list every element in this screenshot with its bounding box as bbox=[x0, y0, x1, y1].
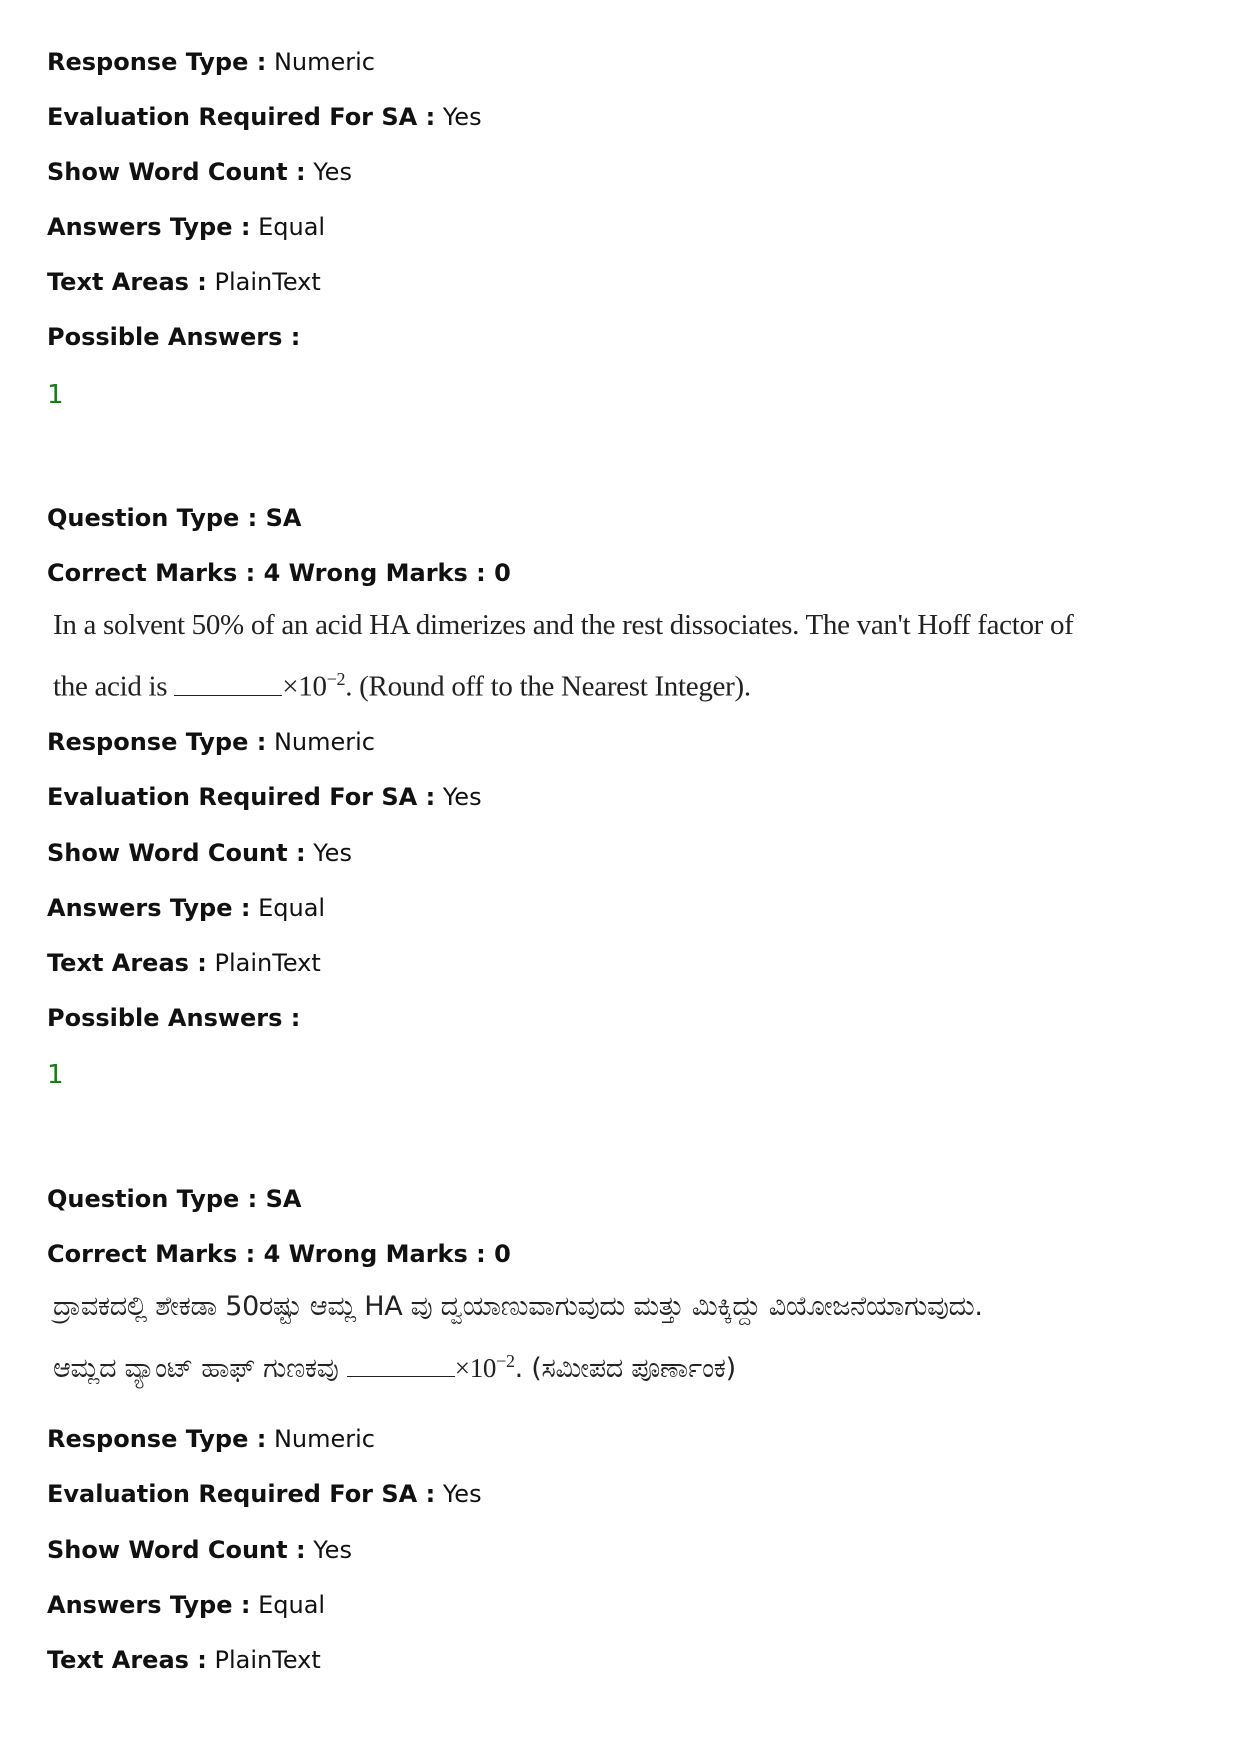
field-value: Yes bbox=[442, 783, 482, 811]
field-key: Response Type : bbox=[47, 1425, 267, 1453]
evaluation-row bbox=[47, 782, 482, 812]
field-key: Show Word Count : bbox=[47, 1536, 306, 1564]
text-areas-row bbox=[47, 1645, 321, 1675]
field-value: Equal bbox=[258, 213, 326, 241]
possible-answers-row bbox=[47, 1003, 300, 1033]
field-value: PlainText bbox=[214, 268, 321, 296]
question-line-1: In a solvent 50% of an acid HA dimerizes and the rest dissociates. The van't Hoff factor of bbox=[53, 609, 1074, 641]
question-exponent: −2 bbox=[326, 669, 346, 689]
field-key: Text Areas : bbox=[47, 949, 207, 977]
word-count-row bbox=[47, 157, 352, 187]
word-count-row bbox=[47, 838, 352, 868]
field-value: Yes bbox=[313, 158, 352, 186]
field-value: Equal bbox=[258, 1591, 326, 1619]
possible-answer-value: 1 bbox=[47, 1060, 64, 1090]
field-key: Answers Type : bbox=[47, 1591, 251, 1619]
field-value: Yes bbox=[313, 1536, 352, 1564]
word-count-row bbox=[47, 1535, 352, 1565]
field-value: Yes bbox=[442, 103, 482, 131]
question-line-2 bbox=[53, 1334, 983, 1396]
question-type: Question Type : SA bbox=[47, 1185, 302, 1213]
text-areas-row bbox=[47, 948, 321, 978]
field-key: Evaluation Required For SA : bbox=[47, 103, 436, 131]
field-value: Yes bbox=[442, 1480, 482, 1508]
field-key: Answers Type : bbox=[47, 894, 251, 922]
field-key: Evaluation Required For SA : bbox=[47, 1480, 436, 1508]
answers-type-row bbox=[47, 212, 325, 242]
field-key: Text Areas : bbox=[47, 268, 207, 296]
field-key: Response Type : bbox=[47, 48, 267, 76]
field-value: PlainText bbox=[214, 1646, 321, 1674]
field-value: Equal bbox=[258, 894, 326, 922]
answer-blank bbox=[174, 673, 282, 696]
question-text-image bbox=[53, 1280, 983, 1396]
question-text-image bbox=[53, 598, 1074, 714]
field-key: Show Word Count : bbox=[47, 839, 306, 867]
text-areas-row bbox=[47, 267, 321, 297]
question-line-2-end: . (Round off to the Nearest Integer). bbox=[345, 670, 751, 703]
question-line-2-start: ಆಮ್ಲದ ವ್ಯಾಂಟ್ ಹಾಫ್ ಗುಣಕವು bbox=[53, 1353, 339, 1384]
question-multiplier: ×10 bbox=[282, 670, 327, 703]
response-type-row bbox=[47, 1424, 375, 1454]
field-value: Numeric bbox=[273, 48, 375, 76]
field-key: Possible Answers : bbox=[47, 1004, 301, 1032]
question-multiplier: ×10 bbox=[454, 1353, 497, 1383]
question-line-1: ದ್ರಾವಕದಲ್ಲಿ ಶೇಕಡಾ 50ರಷ್ಟು ಆಮ್ಲ HA ವು ದ್ವಯಾಣುವಾಗುವುದು ಮತ್ತು ಮಿಕ್ಕಿದ್ದು ವಿಯೋಜನೆಯಾಗುವುದು. bbox=[53, 1291, 983, 1322]
field-value: Yes bbox=[313, 839, 352, 867]
field-key: Response Type : bbox=[47, 728, 267, 756]
field-key: Text Areas : bbox=[47, 1646, 207, 1674]
possible-answer-value: 1 bbox=[47, 380, 64, 410]
field-key: Show Word Count : bbox=[47, 158, 306, 186]
answers-type-row bbox=[47, 893, 325, 923]
field-value: Numeric bbox=[273, 728, 375, 756]
field-key: Evaluation Required For SA : bbox=[47, 783, 436, 811]
evaluation-row bbox=[47, 102, 482, 132]
field-key: Answers Type : bbox=[47, 213, 251, 241]
question-line-2-start: the acid is bbox=[53, 670, 168, 703]
field-key: Possible Answers : bbox=[47, 323, 301, 351]
question-line-2 bbox=[53, 652, 1074, 714]
question-exponent: −2 bbox=[496, 1351, 515, 1371]
question-type: Question Type : SA bbox=[47, 504, 302, 532]
answers-type-row bbox=[47, 1590, 325, 1620]
marks-line: Correct Marks : 4 Wrong Marks : 0 bbox=[47, 559, 511, 587]
response-type-row bbox=[47, 727, 375, 757]
possible-answers-row bbox=[47, 322, 300, 352]
question-line-2-end: . (ಸಮೀಪದ ಪೂರ್ಣಾಂಕ) bbox=[514, 1353, 736, 1384]
response-type-row bbox=[47, 47, 375, 77]
evaluation-row bbox=[47, 1479, 482, 1509]
answer-blank bbox=[347, 1354, 455, 1377]
field-value: Numeric bbox=[273, 1425, 375, 1453]
field-value: PlainText bbox=[214, 949, 321, 977]
marks-line: Correct Marks : 4 Wrong Marks : 0 bbox=[47, 1240, 511, 1268]
